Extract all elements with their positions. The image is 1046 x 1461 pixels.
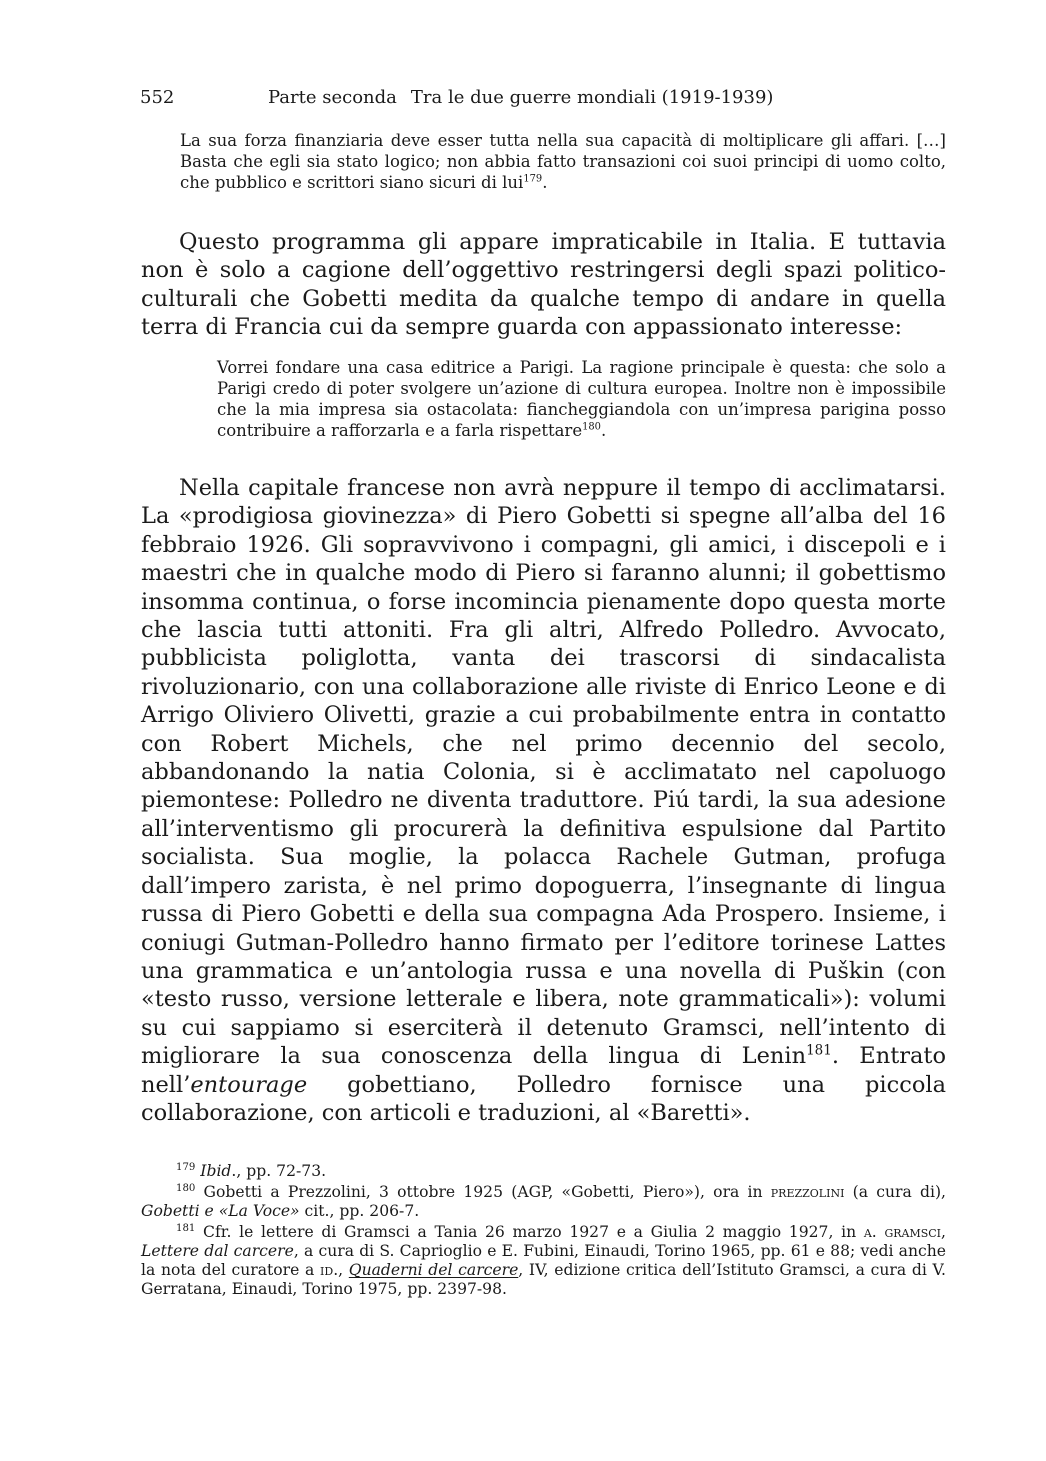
text-run: Gobetti a Prezzolini, 3 ottobre 1925 (AGP, «Gobetti, Piero»), ora in	[203, 1183, 771, 1201]
small-caps-text: a. gramsci	[863, 1223, 942, 1241]
footnotes	[141, 1162, 946, 1301]
text-run: (a cura di),	[844, 1183, 946, 1201]
footnote-ref-181: 181	[806, 1042, 832, 1059]
paragraph-1	[141, 228, 946, 342]
running-header	[140, 86, 940, 110]
footnote-180	[141, 1183, 946, 1221]
quote-1-text: La sua forza finanziaria deve esser tutta nella sua capacità di moltiplicare gli affari. […] Basta che egli sia stato logico; non abbia fatto transazioni coi suoi principi di uomo colto, che pubblico e scrittori siano sicuri di lui	[180, 131, 946, 192]
italic-underlined-text: Quaderni del carcere	[348, 1261, 519, 1279]
footnote-text	[141, 1183, 946, 1220]
footnote-number: 181	[176, 1222, 196, 1234]
footnote-text	[141, 1223, 946, 1298]
small-caps-text: id.	[320, 1261, 339, 1279]
footnote-181	[141, 1223, 946, 1299]
paragraph-2-italic: entourage	[190, 1071, 308, 1098]
italic-text: Ibid	[200, 1162, 232, 1180]
paragraph-2-mid: . Entrato nell’	[141, 1043, 946, 1098]
header-part: Parte seconda	[268, 87, 397, 108]
header-title: Tra le due guerre mondiali (1919-1939)	[410, 87, 774, 108]
text-run: ,	[338, 1261, 349, 1279]
block-quote-2	[217, 357, 946, 441]
text-run: Cfr. le lettere di Gramsci a Tania 26 marzo 1927 e a Giulia 2 maggio 1927, in	[203, 1223, 864, 1241]
text-run: ,	[941, 1223, 946, 1241]
small-caps-text: prezzolini	[770, 1183, 845, 1201]
paragraph-2	[141, 474, 946, 1127]
footnote-ref-179: 179	[523, 173, 543, 185]
text-run: , a cura di S. Caprioglio e E. Fubini, Einaudi, Torino 1965, pp. 61 e 88; vedi anche la nota del curatore a	[141, 1242, 946, 1279]
block-quote-1	[180, 130, 946, 193]
italic-text: Lettere dal carcere	[141, 1242, 294, 1260]
paragraph-2-text: Nella capitale francese non avrà neppure il tempo di acclimatarsi. La «prodigiosa giovinezza» di Piero Gobetti si spegne all’alba del 16 febbraio 1926. Gli sopravvivono i compagni, gli amici, i discepoli e i maestri che in qualche modo di Piero si faranno alunni; il gobettismo insomma continua, o forse incomincia pienamente dopo questa morte che lascia tutti attoniti. Fra gli altri, Alfredo Polledro. Avvocato, pubblicista poliglotta, vanta dei trascorsi di sindacalista rivoluzionario, con una collaborazione alle riviste di Enrico Leone e di Arrigo Oliviero Olivetti, grazie a cui probabilmente entra in contatto con Robert Michels, che nel primo decennio del secolo, abbandonando la natia Colonia, si è acclimatato nel capoluogo piemontese: Polledro ne diventa traduttore. Piú tardi, la sua adesione all’interventismo gli procurerà la definitiva espulsione dal Partito socialista. Sua moglie, la polacca Rachele Gutman, profuga dall’impero zarista, è nel primo dopoguerra, l’insegnante di lingua russa di Piero Gobetti e della sua compagna Ada Prospero. Insieme, i coniugi Gutman-Polledro hanno firmato per l’editore torinese Lattes una grammatica e un’antologia russa e una novella di Puškin (con «testo russo, versione letterale e libera, note grammaticali»): volumi su cui sappiamo si eserciterà il detenuto Gramsci, nell’intento di migliorare la sua conoscenza della lingua di Lenin	[141, 475, 946, 1070]
quote-2-end: .	[600, 421, 607, 440]
paragraph-2-end: gobettiano, Polledro fornisce una piccola collaborazione, con articoli e traduzioni, al «Baretti».	[141, 1071, 946, 1126]
footnote-number: 180	[176, 1182, 196, 1194]
footnote-ref-180: 180	[582, 421, 601, 433]
italic-text: Gobetti e «La Voce»	[141, 1202, 300, 1220]
paragraph-1-text: Questo programma gli appare impraticabile in Italia. E tuttavia non è solo a cagione dell’oggettivo restringersi degli spazi politico-culturali che Gobetti medita da qualche tempo di andare in quella terra di Francia cui da sempre guarda con appassionato interesse:	[141, 229, 946, 341]
footnote-text	[200, 1162, 326, 1180]
text-run: ., pp. 72-73.	[231, 1162, 327, 1180]
text-run: , IV, edizione critica dell’Istituto Gramsci, a cura di V. Gerratana, Einaudi, Torino 1975, pp. 2397-98.	[141, 1261, 946, 1298]
page-number: 552	[140, 87, 175, 108]
footnote-179	[141, 1162, 946, 1181]
text-run: cit., pp. 206-7.	[299, 1202, 420, 1220]
quote-1-end: .	[542, 173, 548, 192]
quote-2-text: Vorrei fondare una casa editrice a Parigi. La ragione principale è questa: che solo a Parigi credo di poter svolgere un’azione di cultura europea. Inoltre non è impossibile che la mia impresa sia ostacolata: fiancheggiandola con un’impresa parigina posso contribuire a rafforzarla e a farla rispettare	[217, 358, 946, 440]
footnote-number: 179	[176, 1161, 196, 1173]
